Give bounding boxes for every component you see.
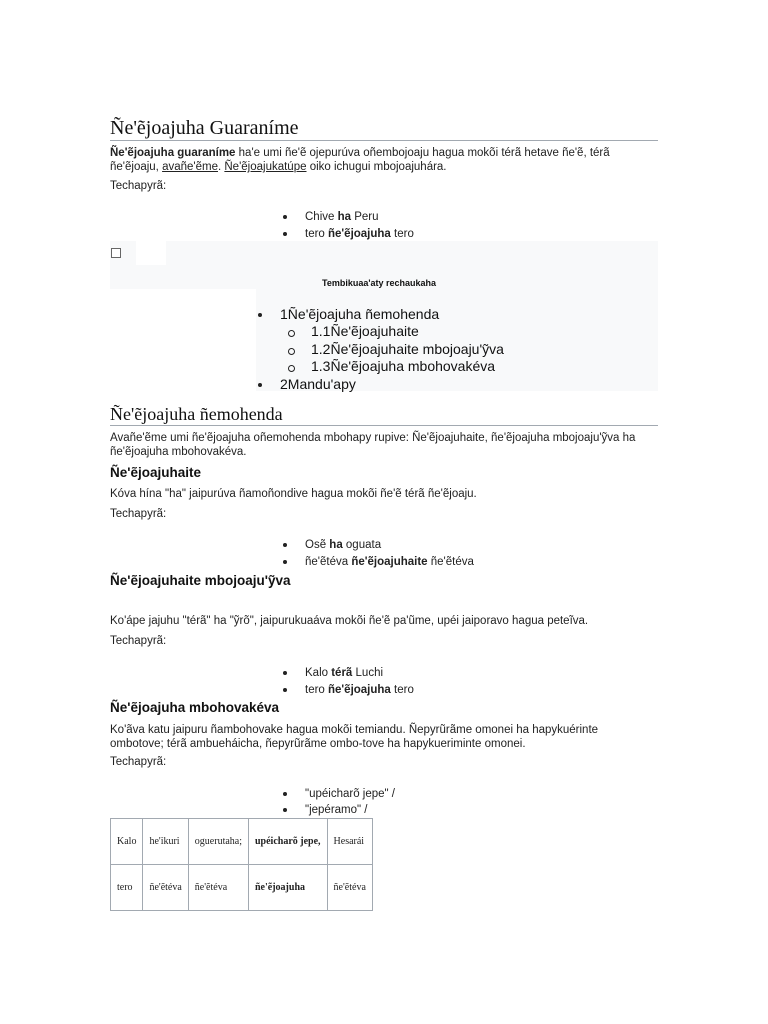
table-cell: ñe'ẽtéva: [188, 865, 248, 911]
link-avanee[interactable]: avañe'ẽme: [162, 161, 218, 173]
table-cell: Kalo: [111, 819, 143, 865]
bullet: [283, 792, 287, 796]
intro-text-3: .: [217, 161, 225, 173]
example-label: Techapyrã:: [110, 180, 167, 192]
bullet: [258, 383, 262, 387]
section-rule: [110, 425, 658, 426]
toc-title: Tembikuaa'aty rechaukaha: [322, 278, 437, 288]
list-item: Chive ha Peru: [305, 211, 379, 223]
table-cell: ñe'ẽtéva: [143, 865, 188, 911]
section-heading: Ñe'ẽjoajuha ñemohenda: [110, 404, 283, 424]
intro-text-2: ñe'ẽjoaju,: [110, 161, 163, 173]
subsection-paragraph: Kóva hína "ha" jaipurúva ñamoñondive hagua mokõi ñe'ẽ térã ñe'ẽjoaju.: [110, 488, 477, 500]
table-cell: oguerutaha;: [188, 819, 248, 865]
bullet: [283, 215, 287, 219]
table-row: [111, 819, 373, 865]
example-table: [110, 818, 373, 911]
list-item: tero ñe'ẽjoajuha tero: [305, 684, 414, 696]
table-cell: ñe'ẽjoajuha: [249, 865, 328, 911]
intro-paragraph: [110, 146, 658, 174]
table-cell: tero: [111, 865, 143, 911]
circle-bullet: [288, 365, 295, 372]
toc-item-1-2[interactable]: 1.2Ñe'ẽjoajuhaite mbojoaju'ỹva: [311, 341, 504, 357]
circle-bullet: [288, 348, 295, 355]
toc-corner: [136, 241, 166, 265]
subsection-paragraph: Ko'ãva katu jaipuru ñambohovake hagua mokõi temiandu. Ñepyrũrãme omonei ha hapykuérinte ombotove; térã ambueháicha, ñepyrũrãme ombo-tove ha hapykueriminte omonei.: [110, 724, 599, 750]
toc-item-1-3[interactable]: 1.3Ñe'ẽjoajuha mbohovakéva: [311, 358, 496, 374]
toc-side: [110, 289, 256, 391]
bullet: [283, 671, 287, 675]
toc-item-1[interactable]: 1Ñe'ẽjoajuha ñemohenda: [280, 306, 440, 322]
list-item: "jepéramo" /: [305, 804, 368, 816]
page-title: Ñe'ẽjoajuha Guaraníme: [110, 117, 299, 139]
list-item: ñe'ẽtéva ñe'ẽjoajuhaite ñe'ẽtéva: [305, 556, 474, 568]
list-item: tero ñe'ẽjoajuha tero: [305, 228, 414, 240]
title-rule: [110, 140, 658, 141]
intro-bold: Ñe'ẽjoajuha guaraníme: [110, 147, 236, 159]
list-item: Kalo térã Luchi: [305, 667, 384, 679]
bullet: [283, 808, 287, 812]
table-cell: upéicharõ jepe,: [249, 819, 328, 865]
example-label: Techapyrã:: [110, 756, 167, 768]
bullet: [258, 313, 262, 317]
subsection-paragraph: Ko'ápe jajuhu "térã" ha "ỹrõ", jaipurukuaáva mokõi ñe'ẽ pa'ũme, upéi jaiporavo hagua peteĩva.: [110, 615, 589, 627]
bullet: [283, 543, 287, 547]
list-item: "upéicharõ jepe" /: [305, 788, 396, 800]
toc-item-1-1[interactable]: 1.1Ñe'ẽjoajuhaite: [311, 323, 419, 339]
table-cell: Hesarái: [327, 819, 372, 865]
toc-item-2[interactable]: 2Mandu'apy: [280, 376, 356, 392]
toc-box: [110, 241, 658, 391]
example-label: Techapyrã:: [110, 635, 167, 647]
link-neejoajukatu[interactable]: Ñe'ẽjoajukatúpe: [224, 161, 307, 173]
example-label: Techapyrã:: [110, 508, 167, 520]
list-item: Osẽ ha oguata: [305, 539, 382, 551]
intro-text-1: ha'e umi ñe'ẽ ojepurúva oñembojoaju hagua mokõi térã hetave ñe'ẽ, térã: [235, 147, 610, 159]
subsection-heading: Ñe'ẽjoajuha mbohovakéva: [110, 700, 280, 715]
toc-toggle-icon[interactable]: [111, 248, 121, 258]
circle-bullet: [288, 330, 295, 337]
bullet: [283, 560, 287, 564]
subsection-heading: Ñe'ẽjoajuhaite: [110, 465, 201, 480]
table-cell: he'ikuri: [143, 819, 188, 865]
bullet: [283, 232, 287, 236]
table-cell: ñe'ẽtéva: [327, 865, 372, 911]
section-paragraph: Avañe'ẽme umi ñe'ẽjoajuha oñemohenda mbohapy rupive: Ñe'ẽjoajuhaite, ñe'ẽjoajuha mbojoaju'ỹva ha ñe'ẽjoajuha mbohovakéva.: [110, 432, 636, 458]
intro-text-4: oiko ichugui mbojoajuhára.: [306, 161, 447, 173]
subsection-heading: Ñe'ẽjoajuhaite mbojoaju'ỹva: [110, 573, 291, 588]
bullet: [283, 688, 287, 692]
table-row: [111, 865, 373, 911]
